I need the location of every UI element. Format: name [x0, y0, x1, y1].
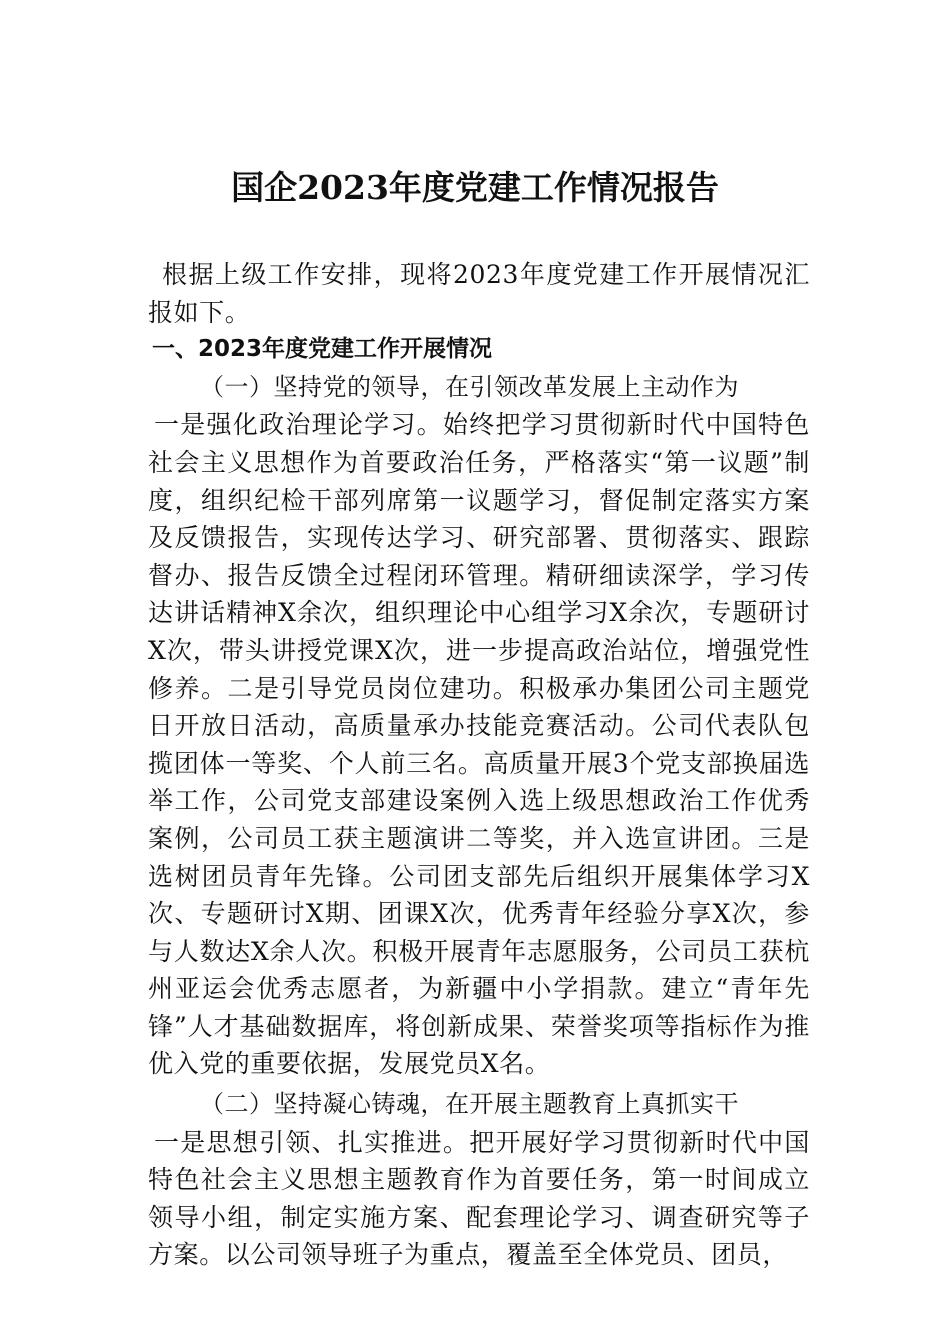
section-heading-1: 一、2023年度党建工作开展情况 — [152, 336, 493, 363]
subsection-2-body: 一是思想引领、扎实推进。把开展好学习贯彻新时代中国特色社会主义思想主题教育作为首要任务，第一时间成立领导小组，制定实施方案、配套理论学习、调查研究等子方案。以公司领导班子为重点，覆盖至全体党员、团员， — [148, 1127, 810, 1270]
subsection-heading-1: （一）坚持党的领导，在引领改革发展上主动作为 — [200, 372, 739, 401]
subsection-heading-2: （二）坚持凝心铸魂，在开展主题教育上真抓实干 — [200, 1090, 739, 1119]
subsection-1-body: 一是强化政治理论学习。始终把学习贯彻新时代中国特色社会主义思想作为首要政治任务，严格落实“第一议题”制度，组织纪检干部列席第一议题学习，督促制定落实方案及反馈报告，实现传达学习、研究部署、贯彻落实、跟踪督办、报告反馈全过程闭环管理。精研细读深学，学习传达讲话精神X余次，组织理论中心组学习X余次，专题研讨X次，带头讲授党课X次，进一步提高政治站位，增强党性修养。二是引导党员岗位建功。积极承办集团公司主题党日开放日活动，高质量承办技能竞赛活动。公司代表队包揽团体一等奖、个人前三名。高质量开展3个党支部换届选举工作，公司党支部建设案例入选上级思想政治工作优秀案例，公司员工获主题演讲二等奖，并入选宣讲团。三是选树团员青年先锋。公司团支部先后组织开展集体学习X次、专题研讨X期、团课X次，优秀青年经验分享X次，参与人数达X余人次。积极开展青年志愿服务，公司员工获杭州亚运会优秀志愿者，为新疆中小学捐款。建立“青年先锋”人才基础数据库，将创新成果、荣誉奖项等指标作为推优入党的重要依据，发展党员X名。 — [148, 410, 810, 1079]
intro-paragraph: 根据上级工作安排，现将2023年度党建工作开展情况汇报如下。 — [148, 260, 810, 327]
document-body — [148, 256, 810, 1274]
document-title: 国企2023年度党建工作情况报告 — [231, 168, 719, 207]
